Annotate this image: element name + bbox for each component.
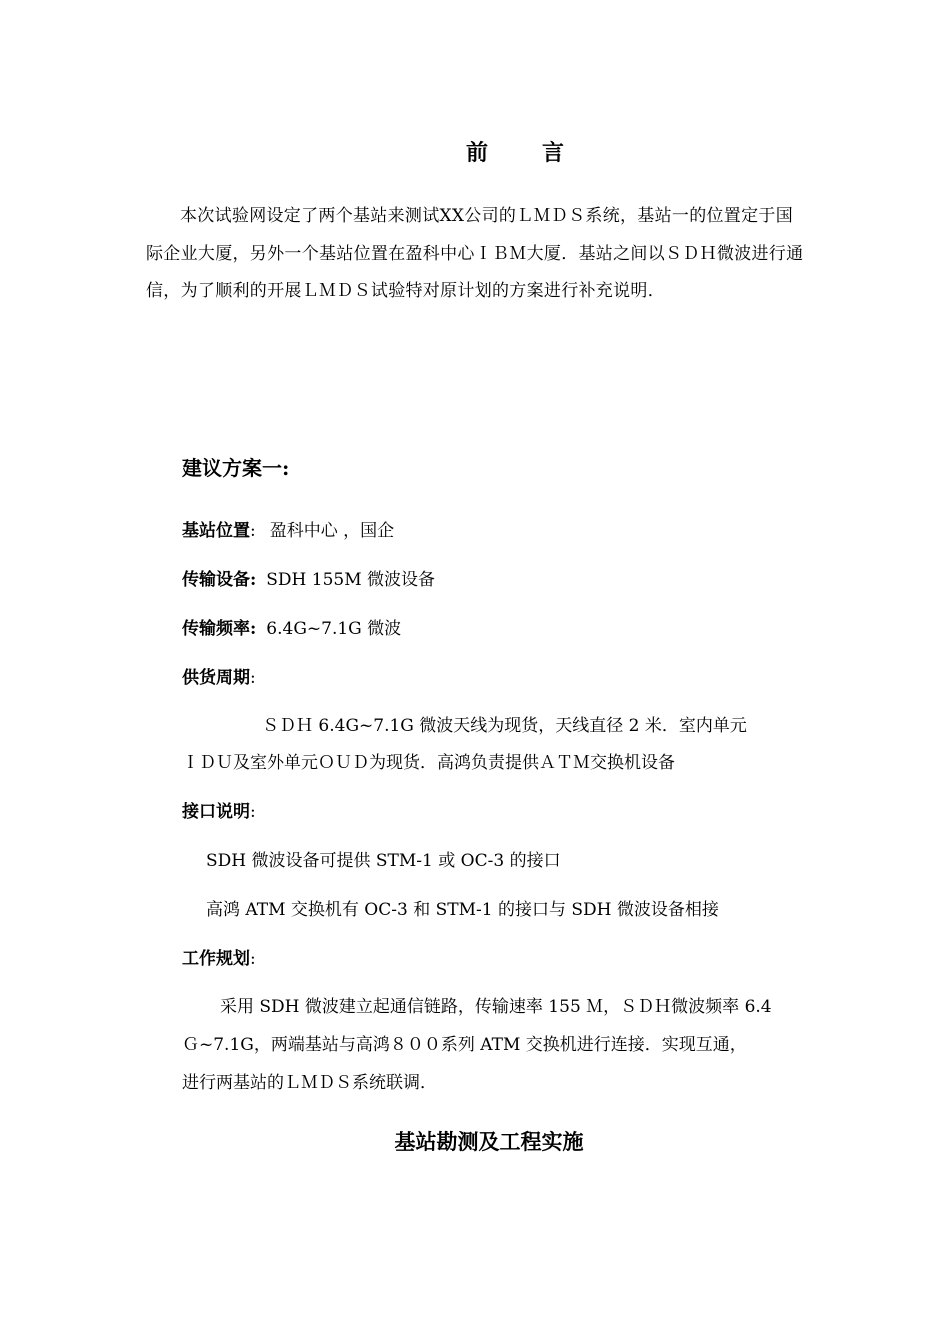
site-location-label: 基站位置 — [182, 521, 250, 541]
work-plan-line-1: 采用 SDH 微波建立起通信链路，传输速率 155 Ｍ，ＳＤＨ微波频率 6.4 — [220, 997, 772, 1017]
work-plan-separator: : — [250, 949, 256, 969]
intro-paragraph — [146, 198, 808, 311]
work-plan-label-row — [182, 944, 256, 969]
site-location-row — [182, 516, 394, 541]
supply-text-line-2: ＩＤＵ及室外单元ＯＵＤ为现货．高鸿负责提供ＡＴＭ交换机设备 — [182, 753, 675, 773]
equipment-value: SDH 155M 微波设备 — [266, 570, 436, 590]
page-title — [0, 136, 950, 167]
intro-text: 本次试验网设定了两个基站来测试XX公司的ＬＭＤＳ系统，基站一的位置定于国际企业大厦，另外一个基站位置在盈科中心ＩＢＭ大厦．基站之间以ＳＤＨ微波进行通信，为了顺利的开展ＬＭＤＳ试验特对原计划的方案进行补充说明． — [146, 206, 804, 301]
transmission-equipment-row — [182, 565, 435, 590]
site-location-separator: : — [250, 521, 256, 541]
site-location-value: 盈科中心 ，国企 — [269, 521, 395, 541]
interface-separator: : — [250, 802, 256, 822]
supply-period-label: 供货周期 — [182, 668, 250, 688]
frequency-label: 传输频率: — [182, 619, 257, 639]
interface-label-row — [182, 797, 256, 822]
interface-text-line-1: SDH 微波设备可提供 STM-1 或 OC-3 的接口 — [206, 851, 561, 871]
interface-label: 接口说明 — [182, 802, 250, 822]
work-plan-line-2: Ｇ~7.1G，两端基站与高鸿８００系列 ATM 交换机进行连接．实现互通， — [182, 1035, 747, 1055]
equipment-label: 传输设备: — [182, 570, 257, 590]
section-heading-survey: 基站勘测及工程实施 — [394, 1129, 584, 1154]
supply-text-line-1: ＳＤＨ 6.4G~7.1G 微波天线为现货，天线直径 2 米．室内单元 — [262, 716, 747, 736]
frequency-value: 6.4G~7.1G 微波 — [266, 619, 402, 639]
title-char-2: 言 — [542, 140, 567, 166]
supply-period-label-row — [182, 663, 256, 688]
plan-heading: 建议方案一: — [182, 456, 290, 480]
title-char-1: 前 — [465, 140, 490, 166]
supply-period-separator: : — [250, 668, 256, 688]
work-plan-line-3: 进行两基站的ＬＭＤＳ系统联调． — [182, 1073, 437, 1093]
work-plan-label: 工作规划 — [182, 949, 250, 969]
interface-text-line-2: 高鸿 ATM 交换机有 OC-3 和 STM-1 的接口与 SDH 微波设备相接 — [206, 900, 719, 920]
transmission-frequency-row — [182, 614, 401, 639]
